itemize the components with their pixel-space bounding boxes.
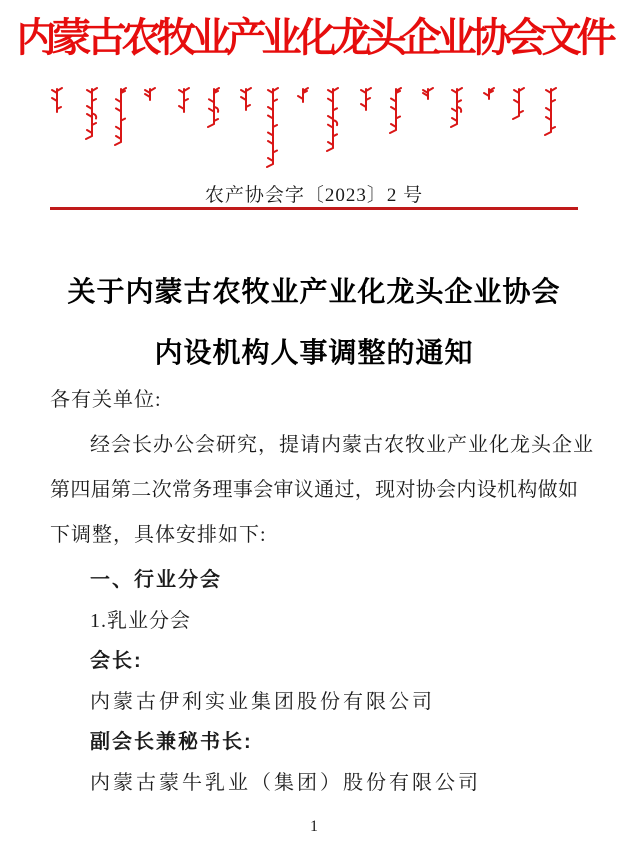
body-line-6: 1.乳业分会: [90, 609, 191, 632]
mongolian-word-glyph: [324, 86, 342, 159]
mongolian-word-glyph: [83, 86, 101, 147]
document-body: [50, 385, 594, 809]
body-line-1: 各有关单位:: [50, 389, 162, 411]
mongolian-word-glyph: [294, 86, 312, 113]
document-reference-number: 农产协会字〔2023〕2 号: [204, 185, 424, 206]
document-title-line2: 内设机构人事调整的通知: [154, 338, 474, 369]
mongolian-script-band: [0, 86, 628, 170]
mongolian-word-glyph: [448, 86, 466, 135]
red-letterhead-title: 内蒙古农牧业产业化龙头企业协会文件: [16, 15, 612, 60]
document-title: [0, 262, 628, 384]
body-line-2: 经会长办公会研究，提请内蒙古农牧业产业化龙头企业: [90, 434, 594, 456]
mongolian-word-glyph: [205, 86, 223, 135]
mongolian-word-glyph: [112, 86, 130, 153]
page-number: 1: [310, 818, 318, 835]
document-title-line1: 关于内蒙古农牧业产业化龙头企业协会: [67, 277, 561, 308]
mongolian-word-glyph: [357, 86, 375, 121]
body-line-8: 内蒙古伊利实业集团股份有限公司: [90, 690, 435, 713]
mongolian-word-glyph: [387, 86, 405, 141]
body-line-10: 内蒙古蒙牛乳业（集团）股份有限公司: [90, 771, 481, 794]
body-line-9: 副会长兼秘书长:: [90, 731, 253, 754]
mongolian-word-glyph: [264, 86, 282, 175]
mongolian-word-glyph: [510, 86, 528, 127]
body-line-5: 一、行业分会: [90, 569, 222, 591]
body-line-7: 会长:: [90, 650, 143, 673]
mongolian-word-glyph: [48, 86, 66, 123]
mongolian-word-glyph: [175, 86, 193, 123]
red-divider-line: [50, 207, 578, 210]
mongolian-word-glyph: [542, 86, 560, 143]
body-line-3: 第四届第二次常务理事会审议通过，现对协会内设机构做如: [50, 479, 578, 501]
body-line-4: 下调整，具体安排如下:: [50, 524, 267, 546]
mongolian-word-glyph: [141, 86, 159, 111]
mongolian-word-glyph: [237, 86, 255, 121]
mongolian-word-glyph: [419, 86, 437, 110]
mongolian-word-glyph: [480, 86, 498, 110]
